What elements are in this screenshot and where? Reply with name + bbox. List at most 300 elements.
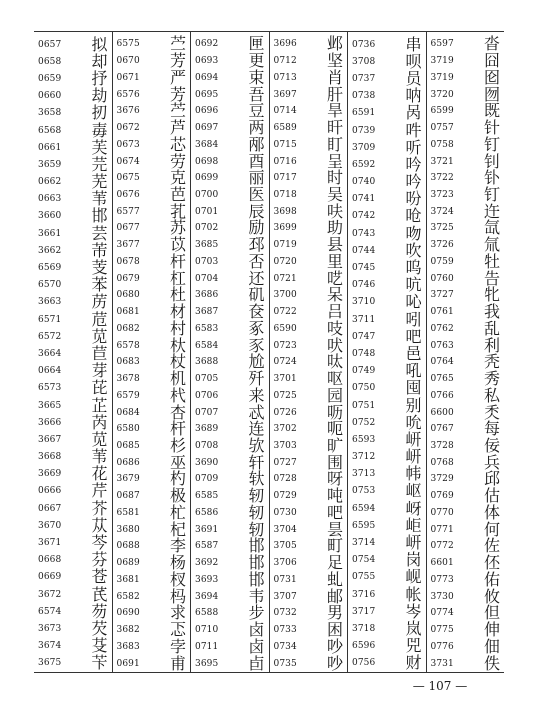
character: 苋 (91, 326, 108, 346)
char-code: 3680 (116, 524, 140, 535)
table-row (431, 136, 501, 153)
table-row (38, 638, 108, 655)
character: 两 (248, 118, 265, 138)
char-code: 0759 (430, 256, 454, 267)
table-row (352, 36, 422, 53)
character: 吩 (405, 189, 422, 209)
character: 扨 (91, 103, 108, 123)
character: 吨 (326, 486, 343, 506)
char-code: 0677 (116, 223, 140, 234)
table-row (352, 53, 422, 70)
character: 抒 (91, 68, 108, 88)
char-code: 0658 (38, 56, 62, 67)
table-row (195, 320, 265, 337)
table-row (431, 387, 501, 404)
character: 邑 (405, 343, 422, 363)
character: 甫 (169, 653, 186, 673)
char-code: 6582 (116, 591, 140, 602)
char-code: 0661 (38, 142, 62, 153)
character: 吼 (405, 361, 422, 381)
character: 苯 (91, 275, 108, 295)
table-row (352, 552, 422, 569)
char-code: 0762 (430, 323, 454, 334)
table-row (431, 304, 501, 321)
table-row (352, 294, 422, 311)
char-code: 3670 (38, 520, 62, 531)
table-row (431, 69, 501, 86)
table-row (195, 622, 265, 639)
character: 矶 (248, 285, 265, 305)
char-code: 0726 (273, 407, 297, 418)
table-row (274, 320, 344, 337)
character: 但 (483, 603, 500, 623)
character: 丽 (248, 168, 265, 188)
char-code: 0674 (116, 156, 140, 167)
character: 估 (483, 486, 500, 506)
table-row (195, 435, 265, 455)
char-code: 0716 (273, 156, 297, 167)
table-row (352, 431, 422, 448)
char-code: 6579 (116, 390, 140, 401)
char-code: 3690 (195, 457, 219, 468)
character: 杏 (169, 402, 186, 422)
table-row (38, 294, 108, 311)
char-code: 3704 (273, 524, 297, 535)
char-code: 0664 (38, 366, 62, 377)
character: 杓 (169, 469, 186, 489)
char-code: 0750 (352, 383, 376, 394)
char-code: 0686 (116, 457, 140, 468)
char-code: 6580 (116, 424, 140, 435)
char-code: 6577 (116, 206, 140, 217)
char-code: 3698 (273, 206, 297, 217)
char-code: 0667 (38, 503, 62, 514)
char-code: 3662 (38, 245, 62, 256)
character: 芦 (169, 118, 186, 138)
character: 劳 (169, 151, 186, 171)
table-row (352, 638, 422, 655)
char-code: 0694 (195, 72, 219, 83)
table-row (274, 53, 344, 70)
char-code: 0712 (273, 56, 297, 67)
char-code: 6586 (195, 507, 219, 518)
table-row (274, 387, 344, 404)
character: 花 (91, 464, 108, 484)
character: 轩 (248, 452, 265, 472)
table-row (195, 371, 265, 388)
table-row (274, 555, 344, 572)
char-code: 3731 (430, 658, 454, 669)
char-code: 3700 (273, 290, 297, 301)
table-row (352, 122, 422, 139)
char-code: 6570 (38, 280, 62, 291)
char-code: 0763 (430, 340, 454, 351)
char-code: 0744 (352, 245, 376, 256)
character: 邮 (326, 586, 343, 606)
character: 匣 (248, 34, 265, 54)
char-code: 0657 (38, 39, 62, 50)
char-code: 3673 (38, 623, 62, 634)
table-row (38, 311, 108, 328)
character: 每 (483, 419, 500, 439)
character: 吭 (405, 275, 422, 295)
char-code: 3724 (430, 206, 454, 217)
char-code: 3677 (116, 240, 140, 251)
char-code: 0765 (430, 374, 454, 385)
table-row (195, 120, 265, 137)
character: 苊 (91, 309, 108, 329)
char-code: 0725 (273, 390, 297, 401)
table-row (117, 304, 187, 321)
table-row (117, 655, 187, 672)
table-row (352, 603, 422, 620)
character: 杖 (169, 352, 186, 372)
char-code: 0752 (352, 417, 376, 428)
char-code: 3727 (430, 290, 454, 301)
character: 苄 (91, 653, 108, 673)
char-code: 6574 (38, 606, 62, 617)
table-row (352, 380, 422, 397)
character: 邴 (248, 134, 265, 154)
character: 串 (405, 34, 422, 54)
char-code: 0770 (430, 507, 454, 518)
char-code: 0678 (116, 256, 140, 267)
table-column (269, 32, 348, 672)
char-code: 0675 (116, 173, 140, 184)
table-row (352, 70, 422, 87)
character-table (34, 31, 504, 673)
char-code: 0693 (195, 56, 219, 67)
char-code: 0764 (430, 357, 454, 368)
character: 芡 (91, 618, 108, 638)
char-code: 0710 (195, 625, 219, 636)
character: 岍 (405, 533, 422, 553)
table-row (195, 251, 265, 271)
character: 佚 (483, 653, 500, 673)
table-row (430, 184, 501, 204)
character: 伸 (483, 620, 500, 640)
table-row (38, 191, 108, 208)
table-row (116, 502, 187, 522)
character: 呋 (326, 201, 343, 221)
char-code: 0753 (352, 486, 376, 497)
char-code: 0738 (352, 91, 376, 102)
char-code: 0681 (116, 307, 140, 318)
table-row (38, 156, 108, 173)
table-row (38, 345, 108, 362)
char-code: 3719 (430, 56, 454, 67)
char-code: 3706 (273, 558, 297, 569)
char-code: 3669 (38, 469, 62, 480)
character: 苎 (169, 34, 186, 54)
char-code: 0682 (116, 323, 140, 334)
char-code: 0775 (430, 625, 454, 636)
char-code: 6569 (38, 263, 62, 274)
table-row (117, 136, 187, 153)
char-code: 0688 (116, 541, 140, 552)
table-row (352, 569, 422, 586)
character: 呛 (405, 206, 422, 226)
char-code: 0663 (38, 194, 62, 205)
table-row (352, 466, 422, 483)
char-code: 0683 (116, 357, 140, 368)
char-code: 0740 (352, 177, 376, 188)
table-column (112, 32, 191, 672)
character: 芤 (169, 201, 186, 221)
char-code: 0680 (116, 290, 140, 301)
character: 芹 (91, 481, 108, 501)
character: 吹 (405, 240, 422, 260)
table-row (352, 191, 422, 208)
table-row (195, 304, 265, 321)
char-code: 3660 (38, 211, 62, 222)
table-row (38, 328, 108, 345)
character: 吟 (405, 172, 422, 192)
character: 吣 (405, 292, 422, 312)
character: 足 (326, 553, 343, 573)
character: 呃 (326, 419, 343, 439)
char-code: 0669 (38, 572, 62, 583)
character: 芴 (91, 601, 108, 621)
character: 岖 (405, 481, 422, 501)
char-code: 0689 (116, 558, 140, 569)
character: 芫 (91, 154, 108, 174)
table-row (38, 449, 108, 466)
character: 杞 (169, 519, 186, 539)
character: 肖 (326, 67, 343, 87)
character: 吻 (405, 223, 422, 243)
character: 芰 (91, 258, 108, 278)
table-row (38, 586, 108, 603)
char-code: 3667 (38, 434, 62, 445)
character: 芽 (91, 361, 108, 381)
table-row (352, 534, 422, 551)
table-row (431, 622, 501, 639)
table-row (38, 552, 108, 569)
char-code: 6585 (195, 491, 219, 502)
character: 针 (483, 118, 500, 138)
char-code: 6572 (38, 331, 62, 342)
table-row (38, 174, 108, 191)
character: 盯 (326, 134, 343, 154)
char-code: 0673 (116, 139, 140, 150)
table-row (38, 208, 108, 225)
character: 私 (483, 385, 500, 405)
char-code: 3693 (195, 574, 219, 585)
table-row (352, 363, 422, 380)
char-code: 0662 (38, 177, 62, 188)
table-row (274, 655, 344, 672)
character: 韦 (248, 586, 265, 606)
character: 医 (248, 184, 265, 204)
table-row (38, 70, 108, 87)
char-code: 6600 (430, 407, 454, 418)
character: 呔 (326, 352, 343, 372)
table-row (38, 431, 108, 448)
table-row (117, 387, 187, 404)
character: 芷 (91, 395, 108, 415)
char-code: 3687 (195, 307, 219, 318)
character: 攸 (483, 586, 500, 606)
table-row (117, 120, 187, 137)
char-code: 3710 (352, 297, 376, 308)
table-row (38, 53, 108, 70)
char-code: 0701 (195, 206, 219, 217)
char-code: 0702 (195, 223, 219, 234)
char-code: 0724 (273, 357, 297, 368)
character: 歼 (248, 369, 265, 389)
character: 极 (169, 486, 186, 506)
character: 吧 (405, 326, 422, 346)
char-code: 0697 (195, 123, 219, 134)
character: 兕 (405, 636, 422, 656)
char-code: 0711 (195, 641, 219, 652)
char-code: 0756 (352, 658, 376, 669)
char-code: 0718 (273, 189, 297, 200)
character: 迕 (483, 201, 500, 221)
character: 时 (326, 168, 343, 188)
char-code: 3709 (352, 142, 376, 153)
character: 邯 (248, 553, 265, 573)
character: 芜 (91, 172, 108, 192)
character: 呕 (326, 369, 343, 389)
char-code: 0698 (195, 156, 219, 167)
character: 男 (326, 603, 343, 623)
table-column (190, 32, 269, 672)
character: 求 (169, 603, 186, 623)
char-code: 6591 (352, 108, 376, 119)
table-row (274, 638, 344, 655)
char-code: 3714 (352, 538, 376, 549)
character: 苍 (91, 567, 108, 587)
char-code: 0703 (195, 256, 219, 267)
character: 岈 (405, 498, 422, 518)
char-code: 0700 (195, 189, 219, 200)
table-row (117, 53, 187, 70)
character: 秃 (483, 352, 500, 372)
character: 旱 (326, 101, 343, 121)
char-code: 3671 (38, 538, 62, 549)
table-row (352, 414, 422, 431)
character: 既 (483, 101, 500, 121)
char-code: 0736 (352, 39, 376, 50)
character: 我 (483, 302, 500, 322)
char-code: 0660 (38, 91, 62, 102)
character: 钉 (483, 134, 500, 154)
char-code: 6589 (273, 123, 297, 134)
character: 轫 (248, 502, 265, 522)
table-row (273, 502, 344, 522)
char-code: 0717 (273, 173, 297, 184)
table-row (352, 259, 422, 276)
character: 杙 (169, 385, 186, 405)
character: 沓 (483, 34, 500, 54)
character: 呜 (405, 258, 422, 278)
character: 呐 (405, 86, 422, 106)
char-code: 3674 (38, 641, 62, 652)
table-row (38, 517, 108, 534)
table-row (431, 120, 501, 137)
character: 何 (483, 519, 500, 539)
character: 伾 (483, 553, 500, 573)
character: 束 (248, 67, 265, 87)
table-row (38, 603, 108, 620)
table-row (352, 208, 422, 225)
char-code: 6592 (352, 159, 376, 170)
character: 岠 (405, 515, 422, 535)
character: 苁 (91, 515, 108, 535)
table-row (195, 184, 265, 204)
character: 苏 (169, 218, 186, 238)
character: 岗 (405, 550, 422, 570)
character: 豕 (248, 335, 265, 355)
character: 杠 (169, 268, 186, 288)
character: 呗 (405, 51, 422, 71)
character: 员 (405, 68, 422, 88)
char-code: 0739 (352, 125, 376, 136)
char-code: 3728 (430, 440, 454, 451)
table-row (116, 569, 187, 589)
table-row (116, 184, 187, 204)
char-code: 0709 (195, 474, 219, 485)
char-code: 3675 (38, 658, 62, 669)
character: 吠 (326, 335, 343, 355)
table-row (38, 242, 108, 259)
character: 豆 (248, 101, 265, 121)
character: 旰 (326, 118, 343, 138)
table-row (274, 136, 344, 153)
table-row (38, 139, 108, 156)
table-row (273, 184, 344, 204)
char-code: 0745 (352, 263, 376, 274)
char-code: 0708 (195, 440, 219, 451)
char-code: 3681 (116, 574, 140, 585)
char-code: 0731 (273, 574, 297, 585)
char-code: 0743 (352, 228, 376, 239)
table-row (352, 105, 422, 122)
char-code: 0758 (430, 139, 454, 150)
character: 严 (169, 67, 186, 87)
character: 却 (91, 51, 108, 71)
char-code: 0742 (352, 211, 376, 222)
character: 呓 (326, 268, 343, 288)
character: 欤 (248, 435, 265, 455)
table-row (431, 638, 501, 655)
character: 佑 (483, 569, 500, 589)
character: 劫 (91, 86, 108, 106)
char-code: 0774 (430, 608, 454, 619)
table-row (352, 345, 422, 362)
char-code: 3678 (116, 374, 140, 385)
table-row (38, 36, 108, 53)
char-code: 3707 (273, 591, 297, 602)
table-row (38, 534, 108, 551)
character: 奁 (248, 302, 265, 322)
char-code: 0772 (430, 541, 454, 552)
char-code: 0685 (116, 440, 140, 451)
char-code: 0721 (273, 273, 297, 284)
table-row (431, 53, 501, 70)
table-row (352, 620, 422, 637)
char-code: 0761 (430, 307, 454, 318)
table-row (274, 304, 344, 321)
character: 岑 (405, 601, 422, 621)
character: 困 (326, 620, 343, 640)
char-code: 3665 (38, 400, 62, 411)
table-row (273, 251, 344, 271)
char-code: 3658 (38, 108, 62, 119)
table-row (38, 397, 108, 414)
